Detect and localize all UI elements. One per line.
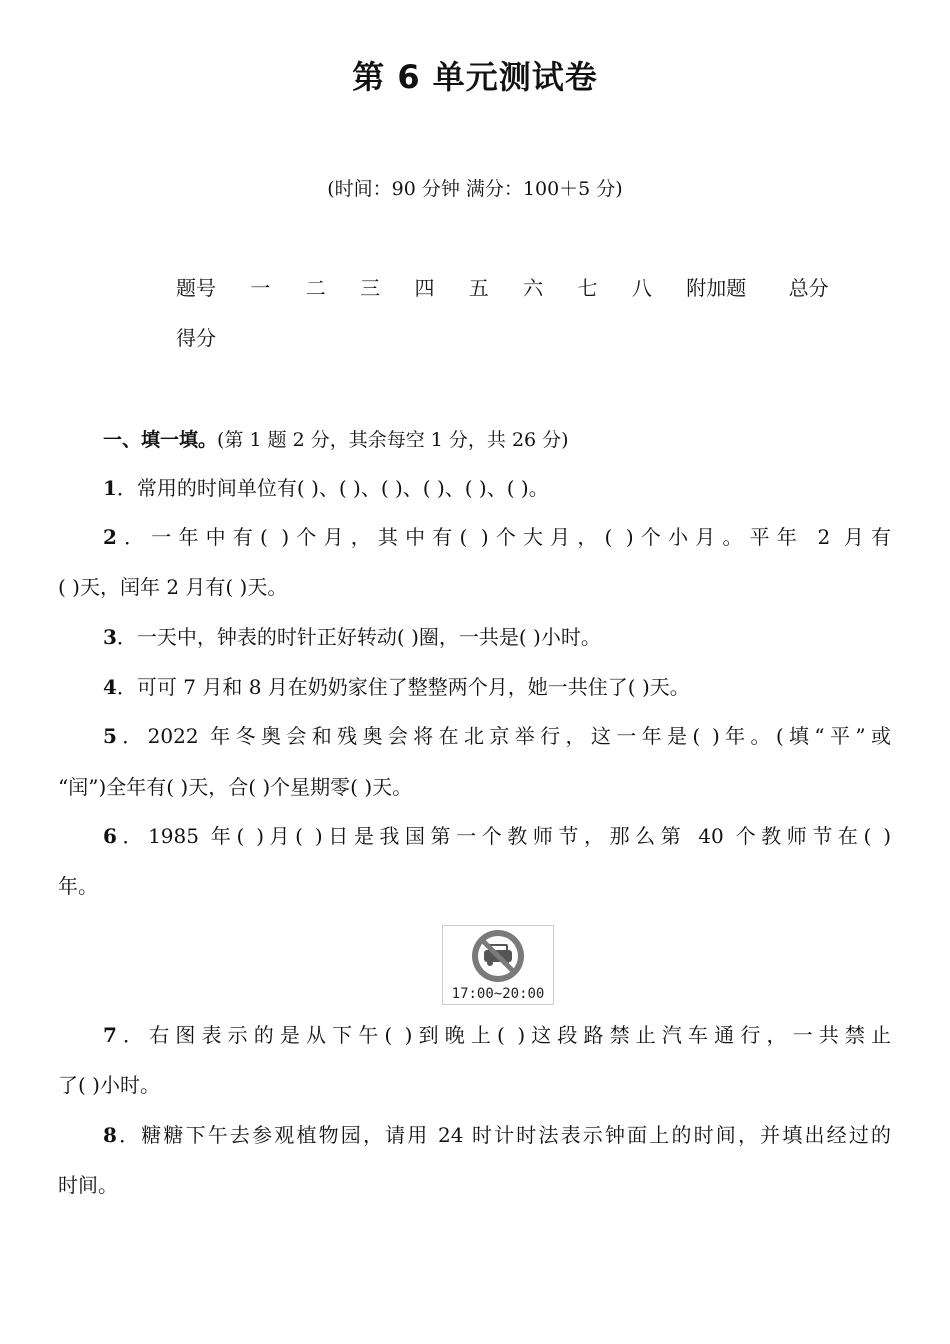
question-number: 4	[103, 675, 117, 699]
score-header-cell: 二	[305, 276, 326, 300]
question-7-continued: 了( )小时。	[58, 1073, 160, 1097]
question-2	[103, 523, 891, 551]
question-8-continued: 时间。	[58, 1173, 118, 1197]
question-number: 7	[103, 1023, 117, 1047]
section-note: (第 1 题 2 分，其余每空 1 分，共 26 分)	[217, 429, 569, 451]
score-header-cell: 附加题	[686, 276, 747, 300]
question-7	[103, 1021, 891, 1049]
exam-info: (时间：90 分钟 满分：100＋5 分)	[327, 178, 623, 200]
score-header-cell: 六	[523, 276, 544, 300]
score-header-cell: 一	[250, 276, 271, 300]
question-text: ．右图表示的是从下午( )到晚上( )这段路禁止汽车通行，一共禁止	[116, 1023, 891, 1047]
question-text: ．一天中，钟表的时针正好转动( )圈，一共是( )小时。	[116, 625, 601, 649]
question-text: ．一年中有( )个月，其中有( )个大月，( )个小月。平年 2 月有	[116, 525, 891, 549]
question-number: 5	[103, 724, 117, 748]
question-number: 8	[103, 1123, 117, 1147]
score-table-row	[176, 322, 216, 351]
no-car-sign-icon	[443, 926, 553, 988]
question-6-continued: 年。	[58, 874, 98, 898]
score-table-header	[176, 272, 849, 301]
question-5-continued: “闰”)全年有( )天，合( )个星期零( )天。	[58, 775, 413, 799]
score-header-cell: 五	[468, 276, 489, 300]
sign-time-label: 17:00~20:00	[451, 986, 545, 1002]
score-header-cell: 总分	[788, 276, 829, 300]
score-header-cell: 七	[577, 276, 598, 300]
page-title: 第 6 单元测试卷	[352, 58, 598, 96]
score-row-label: 得分	[176, 326, 216, 350]
section-title: 一、填一填。	[103, 429, 218, 451]
question-number: 1	[103, 476, 117, 500]
score-header-cell: 三	[360, 276, 381, 300]
question-text: ．2022 年冬奥会和残奥会将在北京举行，这一年是( )年。(填“平”或	[116, 724, 891, 748]
section-heading	[103, 426, 569, 454]
question-text: ．可可 7 月和 8 月在奶奶家住了整整两个月，她一共住了( )天。	[116, 675, 690, 699]
question-number: 2	[103, 525, 117, 549]
no-car-sign-image	[442, 925, 554, 1005]
question-5	[103, 722, 891, 750]
question-number: 6	[103, 824, 117, 848]
question-2-continued: ( )天，闰年 2 月有( )天。	[58, 575, 288, 599]
question-text: ．糖糖下午去参观植物园，请用 24 时计时法表示钟面上的时间，并填出经过的	[116, 1123, 891, 1147]
question-4	[103, 673, 690, 701]
question-6	[103, 822, 891, 850]
question-text: ．1985 年( )月( )日是我国第一个教师节，那么第 40 个教师节在( )	[116, 824, 891, 848]
score-header-cell: 八	[631, 276, 652, 300]
question-text: ．常用的时间单位有( )、( )、( )、( )、( )、( )。	[116, 476, 549, 500]
question-1	[103, 474, 549, 502]
score-header-cell: 题号	[176, 276, 216, 300]
question-8	[103, 1121, 891, 1149]
question-3	[103, 623, 601, 651]
score-header-cell: 四	[414, 276, 435, 300]
question-number: 3	[103, 625, 117, 649]
